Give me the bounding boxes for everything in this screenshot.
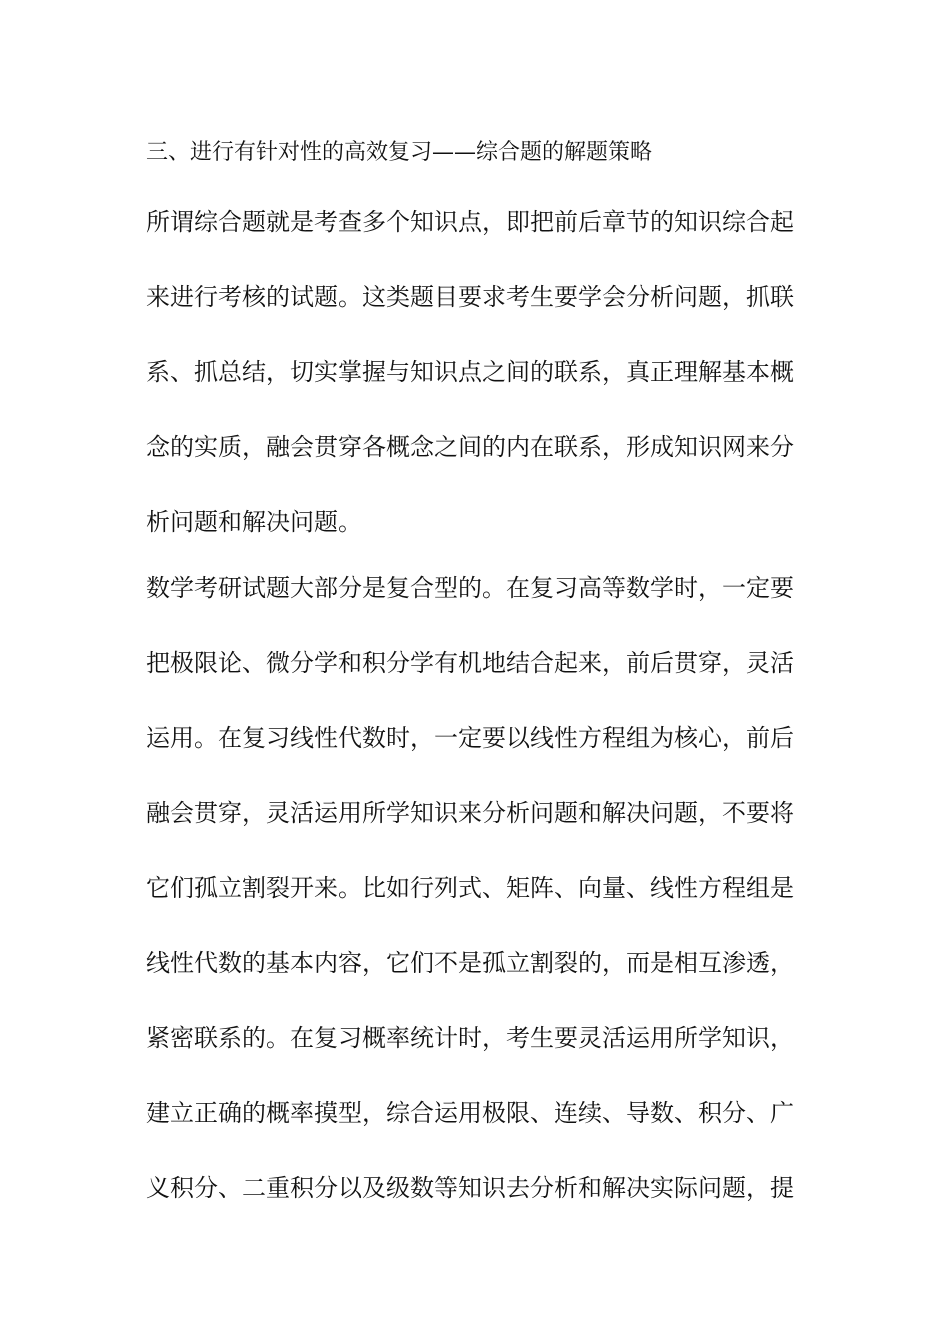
paragraph-1-line: 所谓综合题就是考查多个知识点，即把前后章节的知识综合起: [146, 208, 794, 236]
section-heading: 三、进行有针对性的高效复习——综合题的解题策略: [146, 140, 653, 165]
paragraph-2: [146, 565, 808, 1240]
paragraph-2-line: 运用。在复习线性代数时，一定要以线性方程组为核心，前后: [146, 724, 794, 752]
paragraph-2-line: 义积分、二重积分以及级数等知识去分析和解决实际问题，提: [146, 1174, 794, 1202]
paragraph-2-line: 建立正确的概率摸型，综合运用极限、连续、导数、积分、广: [146, 1099, 794, 1127]
paragraph-2-line: 紧密联系的。在复习概率统计时，考生要灵活运用所学知识，: [146, 1024, 794, 1052]
paragraph-1-line: 系、抓总结，切实掌握与知识点之间的联系，真正理解基本概: [146, 358, 794, 386]
paragraph-2-line: 它们孤立割裂开来。比如行列式、矩阵、向量、线性方程组是: [146, 874, 794, 902]
document-body: [146, 130, 808, 1240]
paragraph-1-line: 来进行考核的试题。这类题目要求考生要学会分析问题，抓联: [146, 283, 794, 311]
paragraph-1-line: 念的实质，融会贯穿各概念之间的内在联系，形成知识网来分: [146, 433, 794, 461]
paragraph-1: [146, 199, 808, 565]
paragraph-2-line: 融会贯穿，灵活运用所学知识来分析问题和解决问题，不要将: [146, 799, 794, 827]
paragraph-2-line: 线性代数的基本内容，它们不是孤立割裂的，而是相互渗透，: [146, 949, 794, 977]
paragraph-2-line: 把极限论、微分学和积分学有机地结合起来，前后贯穿，灵活: [146, 649, 794, 677]
paragraph-1-line: 析问题和解决问题。: [146, 508, 362, 536]
paragraph-2-line: 数学考研试题大部分是复合型的。在复习高等数学时，一定要: [146, 574, 794, 602]
